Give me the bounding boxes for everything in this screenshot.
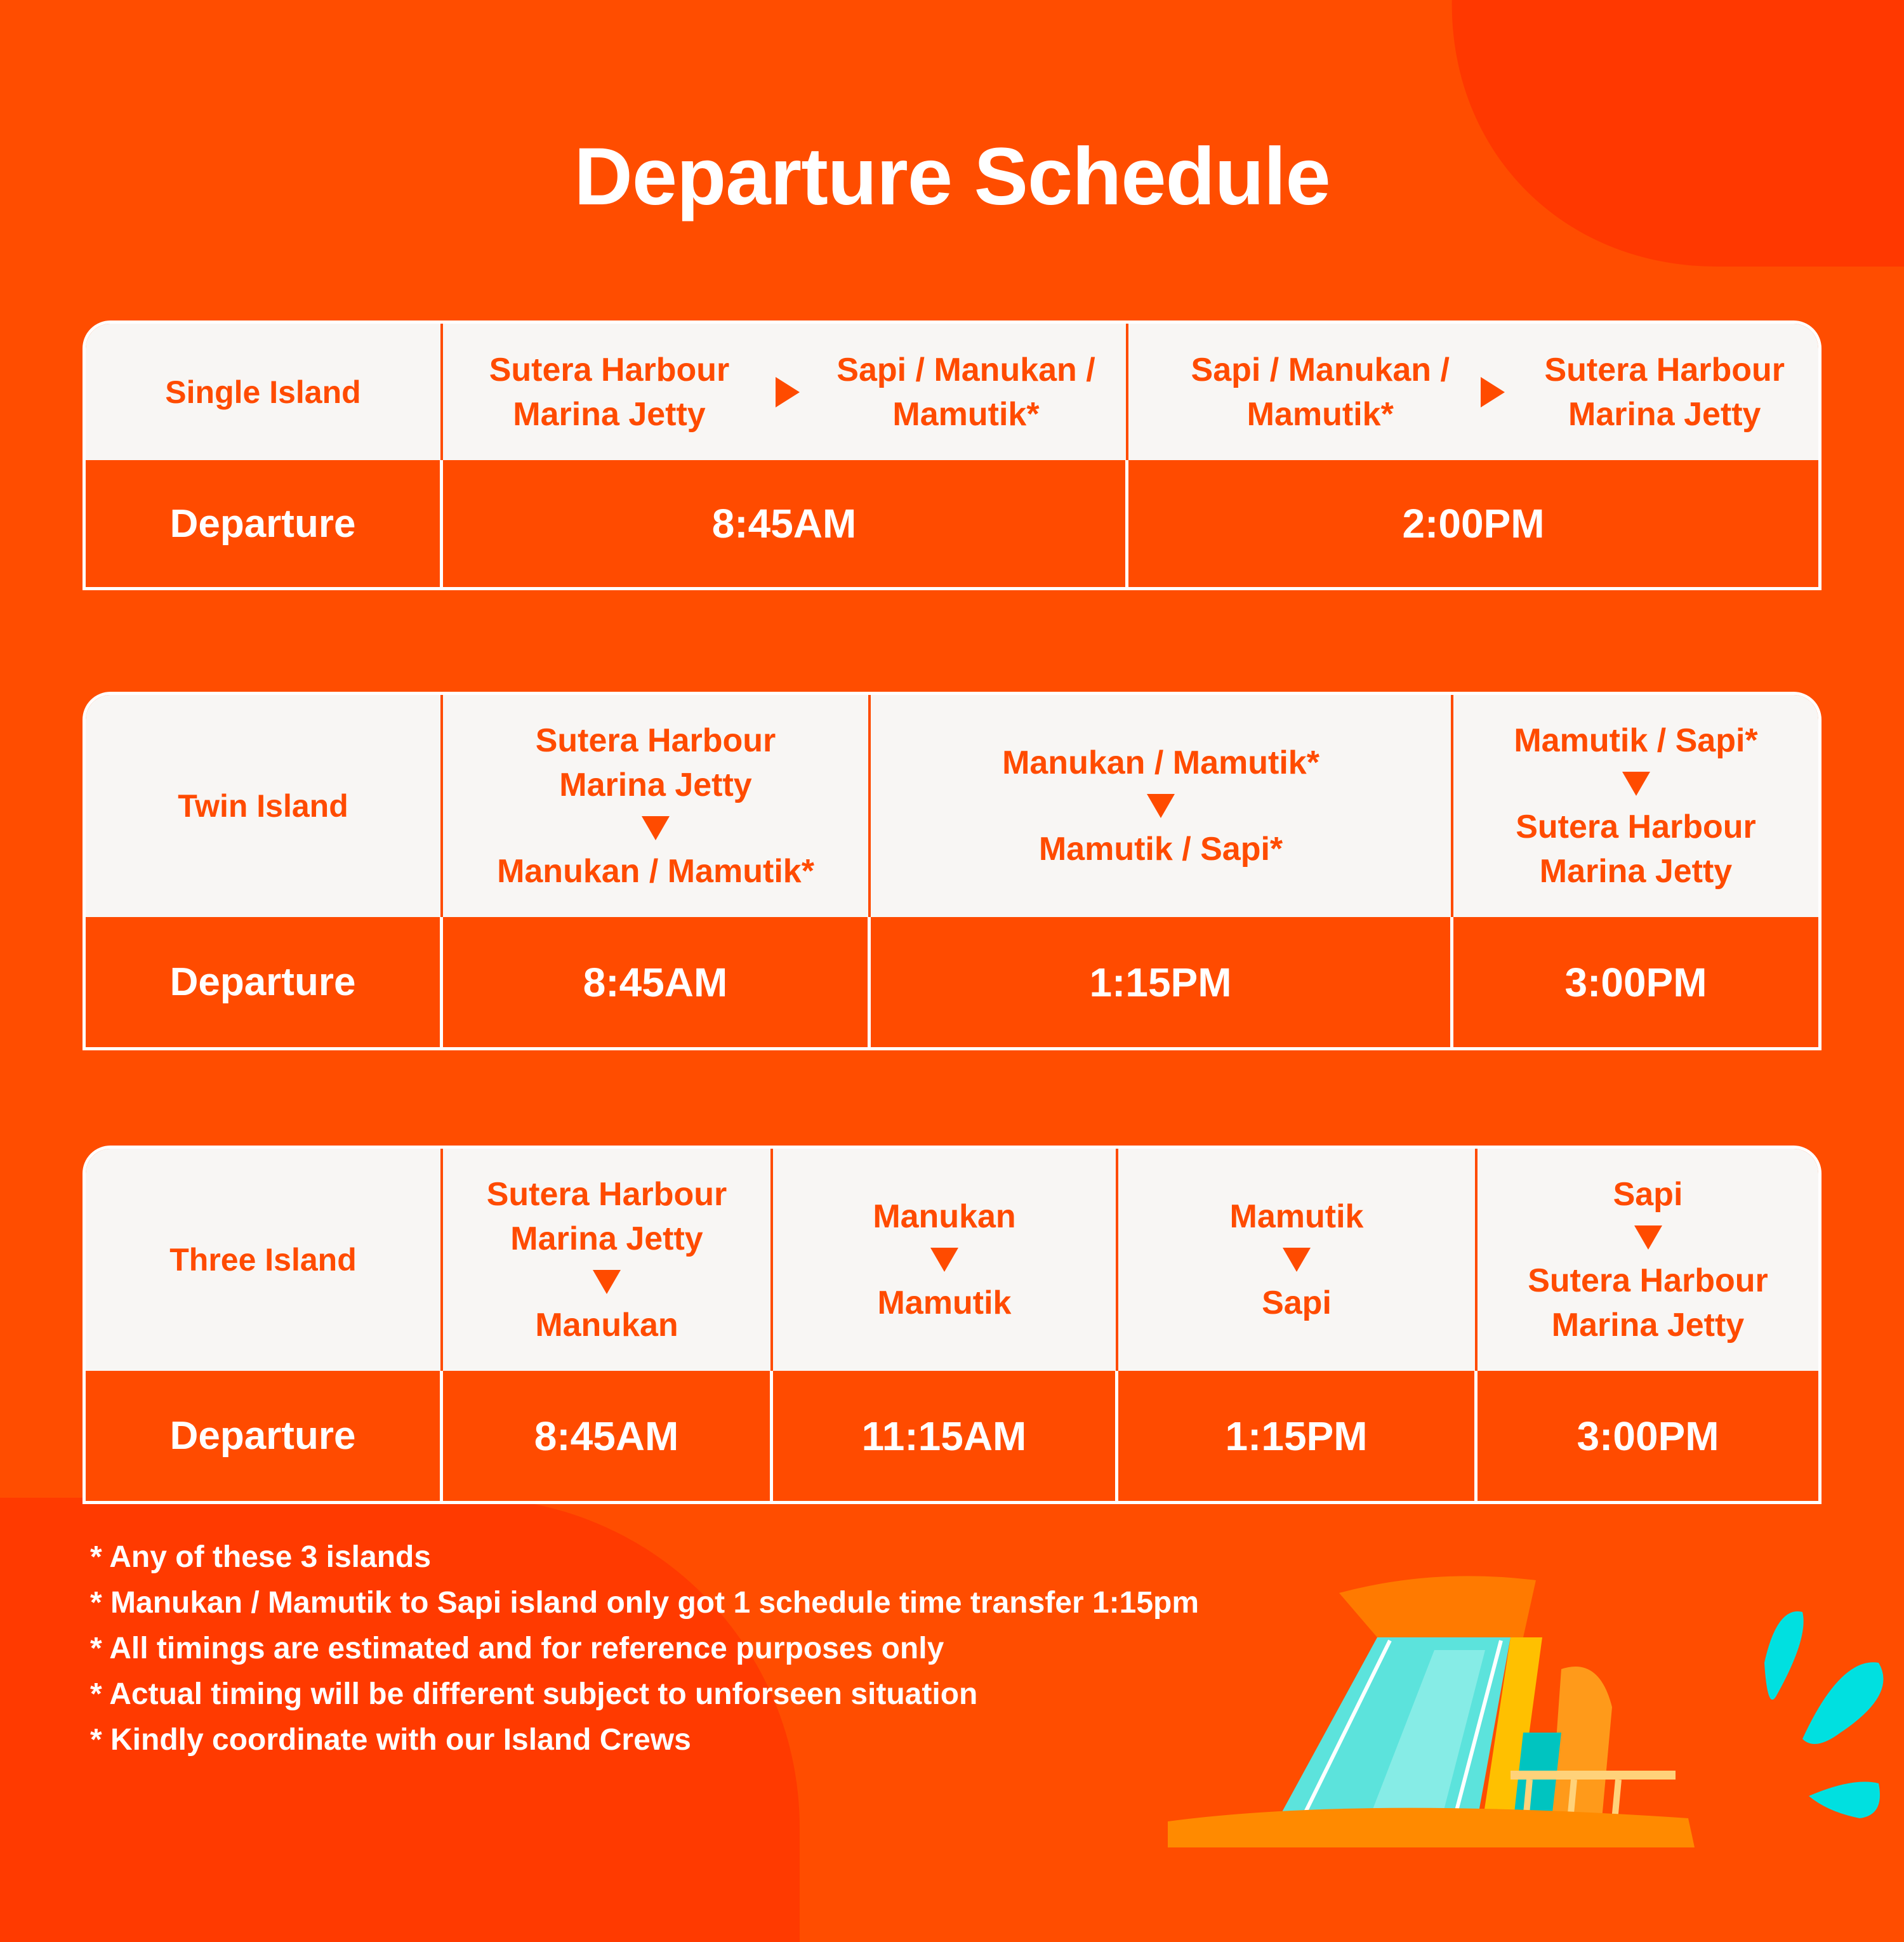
arrow-down-icon [1634, 1225, 1662, 1250]
arrow-down-icon [642, 816, 670, 840]
arrow-down-icon [1147, 794, 1175, 818]
departure-time: 3:00PM [1577, 1413, 1719, 1459]
departure-time: 8:45AM [443, 917, 871, 1047]
arrow-down-icon [930, 1248, 958, 1272]
departure-time: 8:45AM [443, 460, 1128, 587]
route-origin: Sutera Harbour Marina Jetty [489, 351, 730, 433]
route-destination: Sapi [1262, 1285, 1332, 1321]
boat-illustration [1168, 1568, 1904, 1847]
route-cell [871, 695, 1453, 917]
route-destination: Mamutik / Sapi* [1038, 831, 1283, 868]
route-cell [1453, 695, 1818, 917]
route-origin: Manukan [873, 1198, 1016, 1235]
route-destination: Manukan [535, 1307, 678, 1344]
route-origin: Sapi [1613, 1176, 1683, 1213]
route-destination: Sutera Harbour Marina Jetty [1516, 809, 1756, 890]
arrow-right-icon [1481, 377, 1505, 407]
departure-time: 1:15PM [1118, 1371, 1478, 1501]
departure-label: Departure [86, 917, 443, 1047]
footnote: * Kindly coordinate with our Island Crews [90, 1723, 691, 1757]
footnote: * All timings are estimated and for reference purposes only [90, 1632, 944, 1665]
route-destination: Sutera Harbour Marina Jetty [1544, 351, 1785, 433]
arrow-down-icon [1283, 1248, 1311, 1272]
route-origin: Manukan / Mamutik* [1002, 744, 1319, 781]
departure-time: 2:00PM [1402, 501, 1545, 546]
footnotes [90, 1535, 1199, 1763]
route-origin: Mamutik [1229, 1198, 1364, 1235]
route-destination: Mamutik [877, 1285, 1012, 1321]
route-destination: Sapi / Manukan / Mamutik* [836, 351, 1095, 433]
footnote: * Actual timing will be different subject to unforseen situation [90, 1677, 978, 1711]
departure-time: 8:45AM [443, 1371, 773, 1501]
departure-row [86, 1371, 1818, 1501]
footnote: * Any of these 3 islands [90, 1540, 432, 1574]
schedule-table-three-island [83, 1146, 1821, 1504]
package-label: Single Island [86, 324, 443, 460]
schedule-table-twin-island [83, 692, 1821, 1050]
package-label: Twin Island [86, 695, 443, 917]
departure-row [86, 917, 1818, 1047]
departure-label: Departure [86, 1371, 443, 1501]
arrow-down-icon [593, 1270, 621, 1294]
departure-row [86, 460, 1818, 587]
departure-time: 1:15PM [871, 917, 1453, 1047]
package-label: Three Island [86, 1149, 443, 1371]
page-title: Departure Schedule [574, 131, 1330, 222]
route-header-row [86, 324, 1818, 460]
route-origin: Sapi / Manukan / Mamutik* [1191, 351, 1450, 433]
route-cell [1478, 1149, 1818, 1371]
route-origin: Sutera Harbour Marina Jetty [535, 722, 776, 803]
route-header-row [86, 1149, 1818, 1371]
departure-time: 11:15AM [773, 1371, 1118, 1501]
route-destination: Sutera Harbour Marina Jetty [1528, 1262, 1768, 1344]
route-header-row [86, 695, 1818, 917]
route-cell [443, 324, 1128, 460]
schedule-table-single-island [83, 320, 1821, 590]
route-cell [443, 1149, 773, 1371]
arrow-down-icon [1622, 772, 1650, 796]
arrow-right-icon [776, 377, 800, 407]
route-cell [773, 1149, 1118, 1371]
route-cell [1128, 324, 1818, 460]
route-destination: Manukan / Mamutik* [497, 853, 814, 890]
route-cell [1118, 1149, 1478, 1371]
departure-label: Departure [86, 460, 443, 587]
route-origin: Mamutik / Sapi* [1514, 722, 1758, 759]
departure-time: 3:00PM [1564, 959, 1707, 1005]
footnote: * Manukan / Mamutik to Sapi island only got 1 schedule time transfer 1:15pm [90, 1586, 1200, 1620]
route-cell [443, 695, 871, 917]
route-origin: Sutera Harbour Marina Jetty [486, 1176, 727, 1257]
